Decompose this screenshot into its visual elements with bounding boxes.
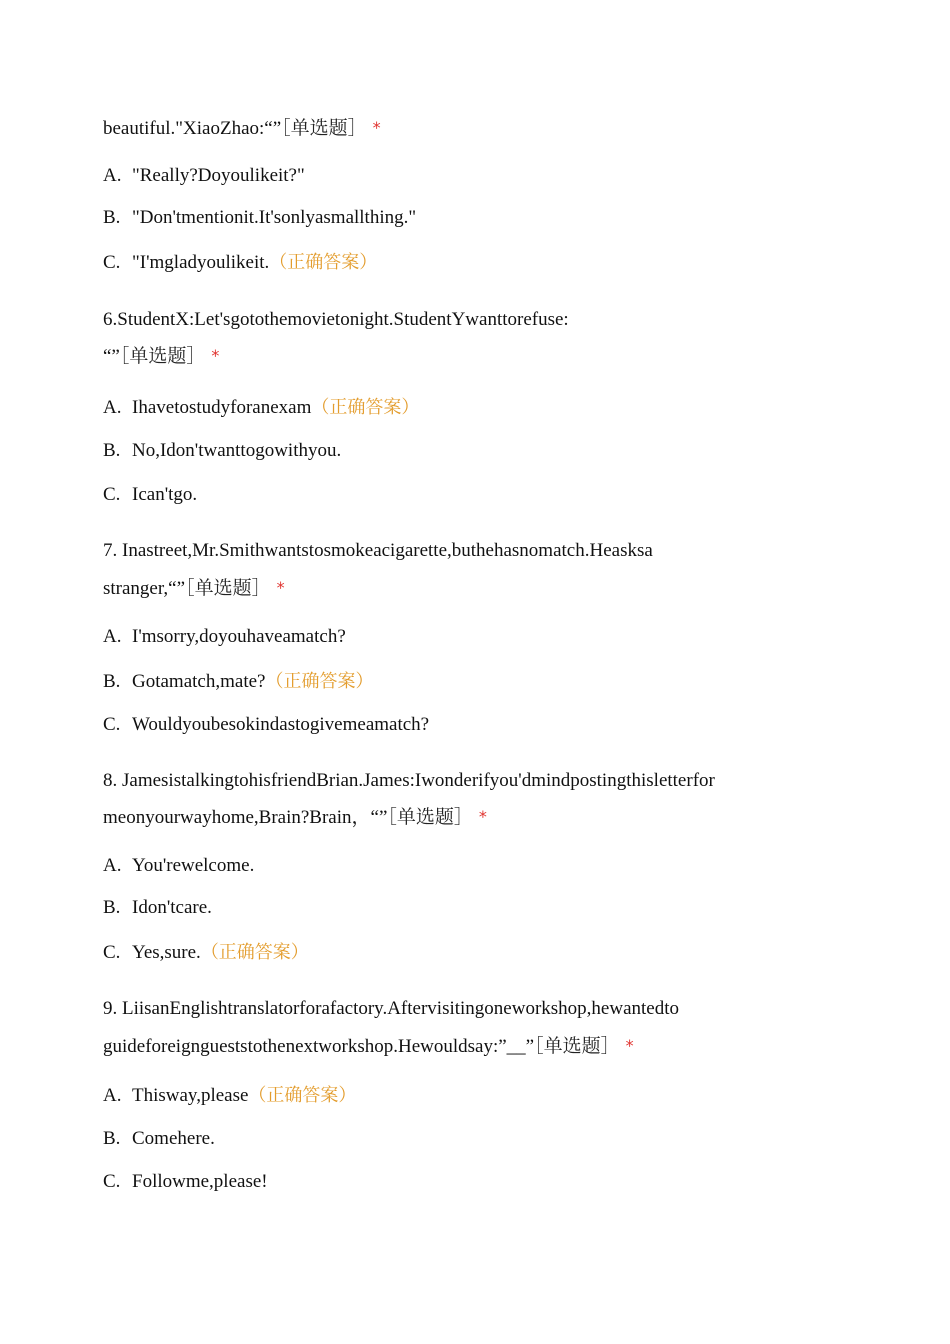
option-text: "Don'tmentionit.It'sonlyasmallthing." <box>132 207 417 228</box>
option-text: Thisway,please <box>132 1085 249 1106</box>
single-choice-tag: ［单选题］ <box>387 806 473 828</box>
q8-option-a[interactable] <box>103 853 254 879</box>
option-text: No,Idon'twanttogowithyou. <box>132 440 342 461</box>
q7-option-a[interactable] <box>103 624 346 650</box>
correct-answer-label: （正确答案） <box>311 397 420 418</box>
option-text: Idon'tcare. <box>132 897 212 918</box>
q8-option-c[interactable] <box>103 940 309 966</box>
q6-stem-line2 <box>103 343 219 370</box>
q7-stem-line1 <box>103 538 653 564</box>
correct-answer-label: （正确答案） <box>269 252 378 273</box>
option-letter: B. <box>103 897 121 918</box>
q9-option-c[interactable] <box>103 1169 268 1195</box>
required-mark: * <box>478 807 487 826</box>
option-letter: C. <box>103 942 121 963</box>
required-mark: * <box>276 578 285 597</box>
option-text: Wouldyoubesokindastogivemeamatch? <box>132 714 430 735</box>
option-letter: A. <box>103 397 122 418</box>
correct-answer-label: （正确答案） <box>200 942 309 963</box>
q9-stem-text-2: guideforeigngueststothenextworkshop.Hewouldsay:”__” <box>103 1036 535 1057</box>
q9-option-a[interactable] <box>103 1083 356 1109</box>
q8-stem-line1 <box>103 768 715 794</box>
q7-stem-line2 <box>103 575 285 602</box>
option-letter: C. <box>103 1171 121 1192</box>
option-letter: B. <box>103 1128 121 1149</box>
option-letter: C. <box>103 252 121 273</box>
q7-option-c[interactable] <box>103 712 429 738</box>
option-text: You'rewelcome. <box>132 855 255 876</box>
correct-answer-label: （正确答案） <box>248 1085 357 1106</box>
q5-option-b[interactable] <box>103 205 416 231</box>
q7-option-b[interactable] <box>103 669 373 695</box>
single-choice-tag: ［单选题］ <box>534 1035 620 1057</box>
q8-option-b[interactable] <box>103 895 212 921</box>
q6-stem-text: 6.StudentX:Let'sgotothemovietonight.StudentYwanttorefuse: <box>103 309 569 330</box>
option-letter: B. <box>103 207 121 228</box>
single-choice-tag: ［单选题］ <box>119 345 206 367</box>
option-text: Followme,please! <box>132 1171 268 1192</box>
option-letter: A. <box>103 855 122 876</box>
option-letter: C. <box>103 714 121 735</box>
correct-answer-label: （正确答案） <box>265 671 374 692</box>
q8-stem-text: 8. JamesistalkingtohisfriendBrian.James:Iwonderifyou'dmindpostingthisletterfor <box>103 770 715 791</box>
option-letter: B. <box>103 671 121 692</box>
option-letter: A. <box>103 626 122 647</box>
q6-stem-line1 <box>103 307 569 333</box>
q6-option-a[interactable] <box>103 395 419 421</box>
q5-stem <box>103 115 381 142</box>
required-mark: * <box>625 1036 634 1055</box>
option-letter: A. <box>103 1085 122 1106</box>
q8-stem-line2 <box>103 804 487 831</box>
q6-option-b[interactable] <box>103 438 341 464</box>
q9-stem-text: 9. LiisanEnglishtranslatorforafactory.Aftervisitingoneworkshop,hewantedto <box>103 998 680 1019</box>
required-mark: * <box>372 118 381 137</box>
single-choice-tag: ［单选题］ <box>185 577 271 599</box>
option-letter: B. <box>103 440 121 461</box>
q6-option-c[interactable] <box>103 482 197 508</box>
option-text: Comehere. <box>132 1128 215 1149</box>
option-text: Ican'tgo. <box>132 484 198 505</box>
q5-option-c[interactable] <box>103 250 377 276</box>
option-letter: A. <box>103 165 122 186</box>
q9-option-b[interactable] <box>103 1126 215 1152</box>
option-text: I'msorry,doyouhaveamatch? <box>132 626 346 647</box>
option-text: Ihavetostudyforanexam <box>132 397 312 418</box>
option-text: "Really?Doyoulikeit?" <box>132 165 305 186</box>
single-choice-tag: ［单选题］ <box>281 117 367 139</box>
q5-option-a[interactable] <box>103 163 305 189</box>
option-letter: C. <box>103 484 121 505</box>
q7-stem-text-2: stranger,“” <box>103 578 186 599</box>
option-text: Yes,sure. <box>132 942 201 963</box>
option-text: Gotamatch,mate? <box>132 671 266 692</box>
required-mark: * <box>211 346 220 365</box>
q8-stem-text-2: meonyourwayhome,Brain?Brain，“” <box>103 807 388 828</box>
q6-stem-text-2: “” <box>103 346 120 367</box>
q7-stem-text: 7. Inastreet,Mr.Smithwantstosmokeacigarette,buthehasnomatch.Heasksa <box>103 540 653 561</box>
option-text: "I'mgladyoulikeit. <box>132 252 270 273</box>
q5-stem-text: beautiful."XiaoZhao:“” <box>103 118 282 139</box>
q9-stem-line2 <box>103 1033 634 1060</box>
q9-stem-line1 <box>103 996 679 1022</box>
